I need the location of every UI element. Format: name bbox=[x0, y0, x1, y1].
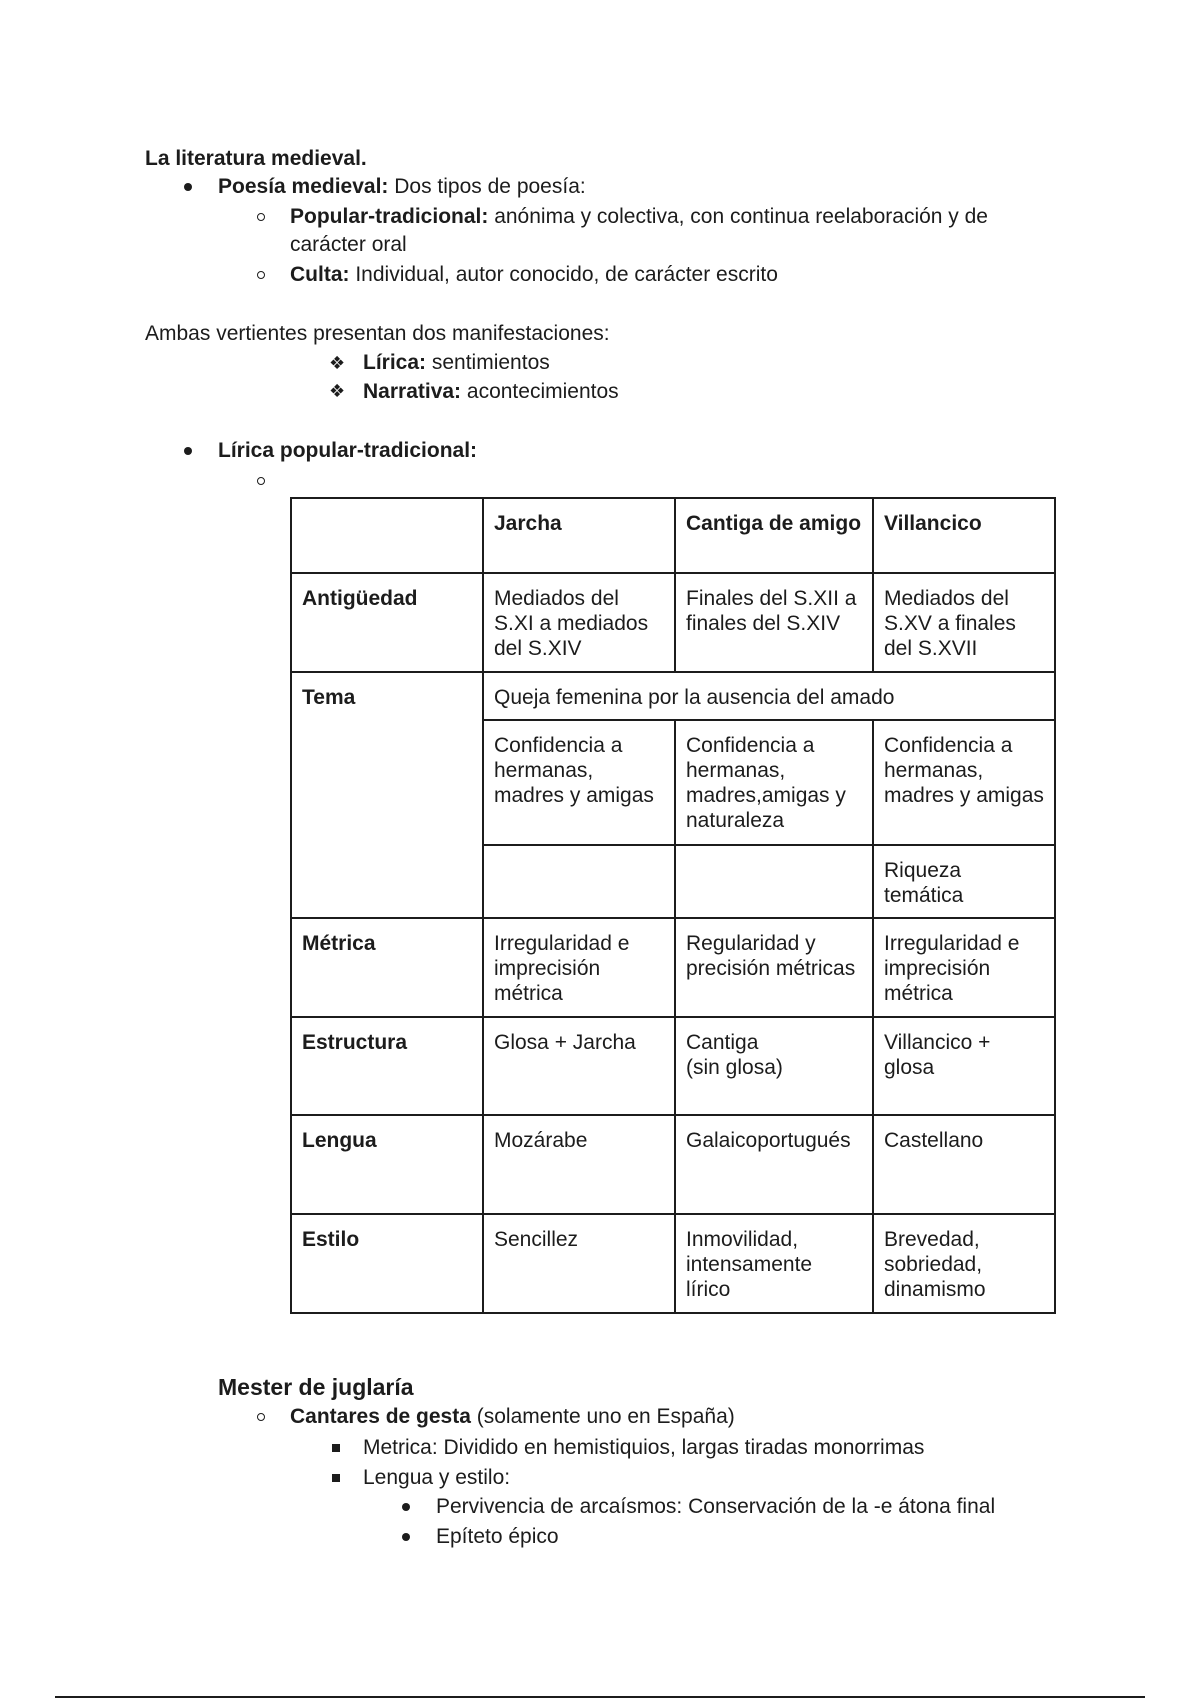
table-cell: Galaicoportugués bbox=[675, 1115, 873, 1214]
poesia-label: Poesía medieval: bbox=[218, 175, 389, 198]
cantares-text: (solamente uno en España) bbox=[470, 1405, 735, 1428]
bullet-disc bbox=[402, 1533, 410, 1541]
bullet-disc bbox=[184, 183, 192, 191]
bullet-circle bbox=[257, 1413, 265, 1421]
table-cell: Irregularidad e imprecisión métrica bbox=[483, 918, 675, 1017]
table-cell: Inmovilidad, intensamente lírico bbox=[675, 1214, 873, 1313]
table-cell: Finales del S.XII a finales del S.XIV bbox=[675, 573, 873, 672]
table-cell bbox=[675, 845, 873, 918]
table-row bbox=[291, 573, 1055, 672]
table-cell: Mediados del S.XI a mediados del S.XIV bbox=[483, 573, 675, 672]
table-cell: Confidencia a hermanas, madres,amigas y naturaleza bbox=[675, 720, 873, 845]
popular-line-2: carácter oral bbox=[290, 233, 407, 256]
table-cell bbox=[483, 845, 675, 918]
table-row bbox=[291, 1115, 1055, 1214]
popular-label: Popular-tradicional: bbox=[290, 205, 489, 228]
table-header-cell: Villancico bbox=[873, 498, 1055, 573]
table-header-row bbox=[291, 498, 1055, 573]
lirica-manifestacion bbox=[363, 350, 550, 376]
table-cell: Mozárabe bbox=[483, 1115, 675, 1214]
bullet-disc bbox=[402, 1503, 410, 1511]
bullet-square bbox=[332, 1474, 340, 1482]
popular-text: anónima y colectiva, con continua reelaboración y de bbox=[488, 205, 988, 228]
table-header-cell bbox=[291, 498, 483, 573]
table-cell: Regularidad y precisión métricas bbox=[675, 918, 873, 1017]
table-header-cell: Jarcha bbox=[483, 498, 675, 573]
mester-item: Epíteto épico bbox=[436, 1525, 559, 1548]
lirica-comparison-table bbox=[290, 497, 1056, 1314]
poesia-line bbox=[218, 174, 586, 200]
table-cell: Cantiga (sin glosa) bbox=[675, 1017, 873, 1115]
row-label: Tema bbox=[291, 672, 483, 918]
table-cell: Riqueza temática bbox=[873, 845, 1055, 918]
mester-item: Pervivencia de arcaísmos: Conservación de la -e átona final bbox=[436, 1495, 996, 1518]
table-cell: Mediados del S.XV a finales del S.XVII bbox=[873, 573, 1055, 672]
bullet-circle bbox=[257, 271, 265, 279]
culta-line bbox=[290, 262, 778, 288]
document-title: La literatura medieval. bbox=[145, 147, 367, 170]
manifestacion-text: sentimientos bbox=[426, 351, 550, 374]
cantares-label: Cantares de gesta bbox=[290, 1405, 471, 1428]
table-cell: Confidencia a hermanas, madres y amigas bbox=[483, 720, 675, 845]
table-cell: Brevedad, sobriedad, dinamismo bbox=[873, 1214, 1055, 1313]
popular-line bbox=[290, 204, 988, 230]
row-label: Lengua bbox=[291, 1115, 483, 1214]
bullet-circle bbox=[257, 477, 265, 485]
lirica-heading: Lírica popular-tradicional: bbox=[218, 439, 478, 462]
table-cell: Irregularidad e imprecisión métrica bbox=[873, 918, 1055, 1017]
table-row bbox=[291, 1017, 1055, 1115]
manifestacion-text: acontecimientos bbox=[461, 380, 619, 403]
table-cell-merged: Queja femenina por la ausencia del amado bbox=[483, 672, 1055, 720]
lengua-line: Lengua y estilo: bbox=[363, 1466, 511, 1489]
page-bottom-rule bbox=[55, 1696, 1145, 1698]
bullet-square bbox=[332, 1444, 340, 1452]
table-row bbox=[291, 1214, 1055, 1313]
bullet-disc bbox=[184, 447, 192, 455]
manifestacion-label: Narrativa: bbox=[363, 380, 462, 403]
culta-text: Individual, autor conocido, de carácter escrito bbox=[349, 263, 778, 286]
table-cell: Confidencia a hermanas, madres y amigas bbox=[873, 720, 1055, 845]
bullet-circle bbox=[257, 213, 265, 221]
mester-heading: Mester de juglaría bbox=[218, 1374, 414, 1400]
diamond-bullet-icon: ❖ bbox=[329, 353, 346, 373]
table-cell: Villancico + glosa bbox=[873, 1017, 1055, 1115]
metrica-line: Metrica: Dividido en hemistiquios, largas tiradas monorrimas bbox=[363, 1436, 925, 1459]
row-label: Antigüedad bbox=[291, 573, 483, 672]
cantares-line bbox=[290, 1404, 735, 1430]
ambas-text: Ambas vertientes presentan dos manifestaciones: bbox=[145, 322, 610, 345]
table-row bbox=[291, 918, 1055, 1017]
diamond-bullet-icon: ❖ bbox=[329, 381, 346, 401]
table-cell: Glosa + Jarcha bbox=[483, 1017, 675, 1115]
row-label: Métrica bbox=[291, 918, 483, 1017]
poesia-text: Dos tipos de poesía: bbox=[388, 175, 586, 198]
row-label: Estilo bbox=[291, 1214, 483, 1313]
manifestacion-label: Lírica: bbox=[363, 351, 427, 374]
table-header-cell: Cantiga de amigo bbox=[675, 498, 873, 573]
culta-label: Culta: bbox=[290, 263, 350, 286]
row-label: Estructura bbox=[291, 1017, 483, 1115]
table-cell: Sencillez bbox=[483, 1214, 675, 1313]
table-cell: Castellano bbox=[873, 1115, 1055, 1214]
table-row bbox=[291, 672, 1055, 720]
narrativa-manifestacion bbox=[363, 379, 619, 405]
